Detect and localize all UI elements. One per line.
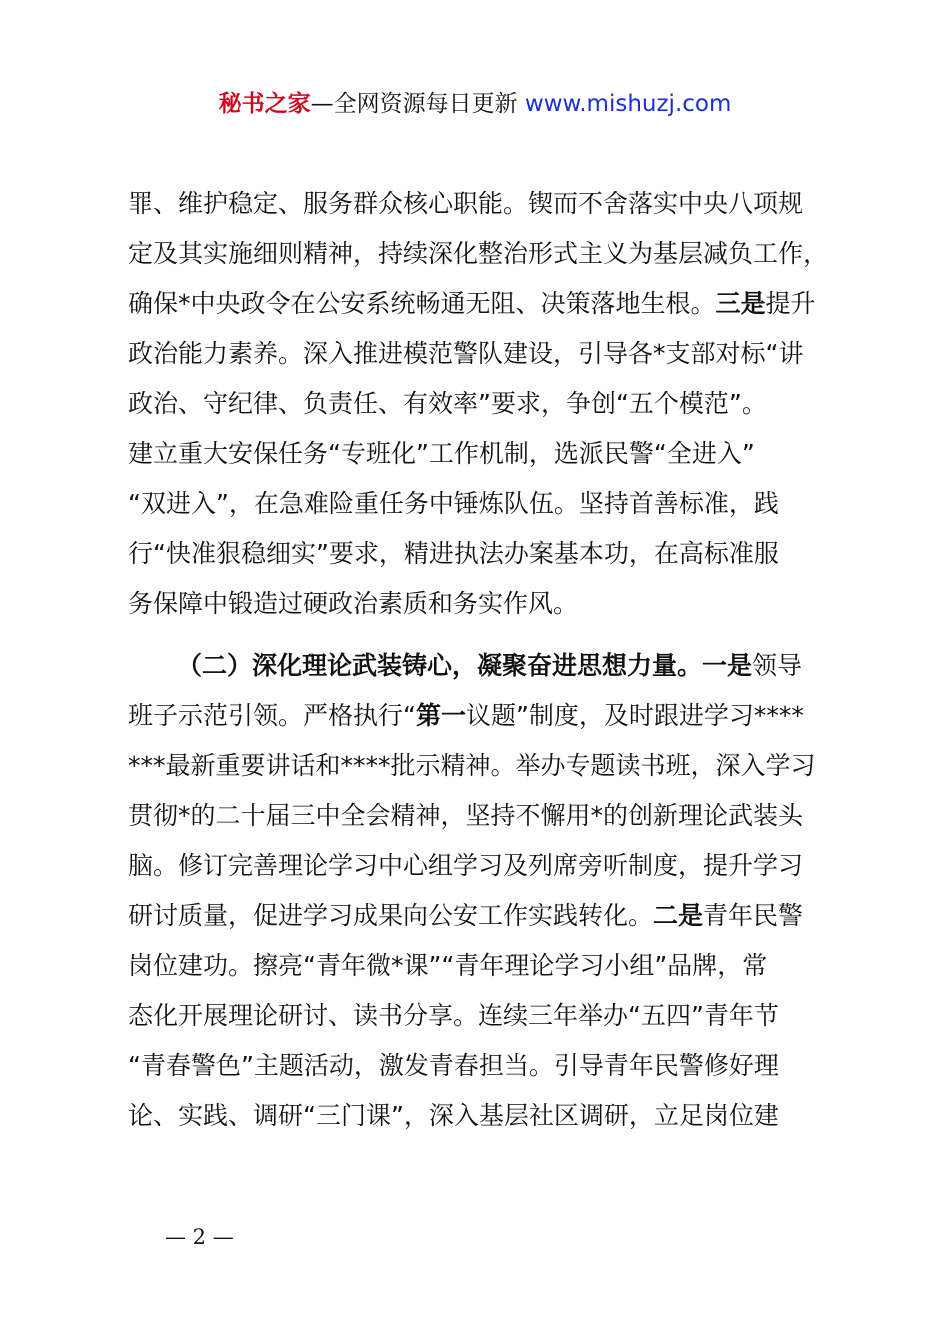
paragraph2-line-2: 班子示范引领。严格执行“第一议题”制度，及时跟进学习**** (128, 701, 804, 730)
paragraph2-line-7: 岗位建功。擦亮“青年微*课”“青年理论学习小组”品牌，常 (128, 951, 768, 980)
paragraph1-line-2: 定及其实施细则精神，持续深化整治形式主义为基层减负工作， (128, 239, 829, 268)
paragraph1-line-3: 确保*中央政令在公安系统畅通无阻、决策落地生根。三是提升 (128, 289, 816, 318)
bold-term: 第一 (415, 701, 466, 730)
paragraph2-line-8: 态化开展理论研讨、读书分享。连续三年举办“五四”青年节 (128, 1001, 779, 1030)
paragraph1-line-6: 建立重大安保任务“专班化”工作机制，选派民警“全进入” (128, 439, 755, 468)
header-tagline: —全网资源每日更新 (310, 91, 525, 117)
paragraph2-line-10: 论、实践、调研“三门课”，深入基层社区调研，立足岗位建 (128, 1101, 779, 1130)
bold-lead-term: 二是 (653, 901, 704, 930)
paragraph1-line-7: “双进入”，在急难险重任务中锤炼队伍。坚持首善标准，践 (128, 489, 779, 518)
section-heading: （二）深化理论武装铸心，凝聚奋进思想力量。 (177, 651, 703, 680)
page-number: — 2 — (165, 1225, 234, 1249)
paragraph1-line-5: 政治、守纪律、负责任、有效率”要求，争创“五个模范”。 (128, 389, 767, 418)
paragraph2-line-6: 研讨质量，促进学习成果向公安工作实践转化。二是青年民警 (128, 901, 804, 930)
paragraph1-line-1: 罪、维护稳定、服务群众核心职能。锲而不舍落实中央八项规 (128, 189, 804, 218)
site-header (0, 86, 950, 122)
paragraph1-line-9: 务保障中锻造过硬政治素质和务实作风。 (128, 589, 579, 618)
paragraph2-line-4: 贯彻*的二十届三中全会精神，坚持不懈用*的创新理论武装头 (128, 801, 804, 830)
paragraph2-line-9: “青春警色”主题活动，激发青春担当。引导青年民警修好理 (128, 1051, 779, 1080)
paragraph2-line-1: （二）深化理论武装铸心，凝聚奋进思想力量。一是领导 (177, 651, 803, 680)
brand-name: 秘书之家 (218, 91, 311, 117)
bold-lead-term: 一是 (702, 651, 753, 680)
bold-lead-term: 三是 (715, 289, 766, 318)
paragraph2-line-5: 脑。修订完善理论学习中心组学习及列席旁听制度，提升学习 (128, 851, 804, 880)
paragraph1-line-8: 行“快准狠稳细实”要求，精进执法办案基本功，在高标准服 (128, 539, 779, 568)
paragraph1-line-4: 政治能力素养。深入推进模范警队建设，引导各*支部对标“讲 (128, 339, 804, 368)
paragraph2-line-3: ***最新重要讲话和****批示精神。举办专题读书班，深入学习 (128, 751, 816, 780)
site-url-link[interactable]: www.mishuzj.com (524, 91, 732, 117)
